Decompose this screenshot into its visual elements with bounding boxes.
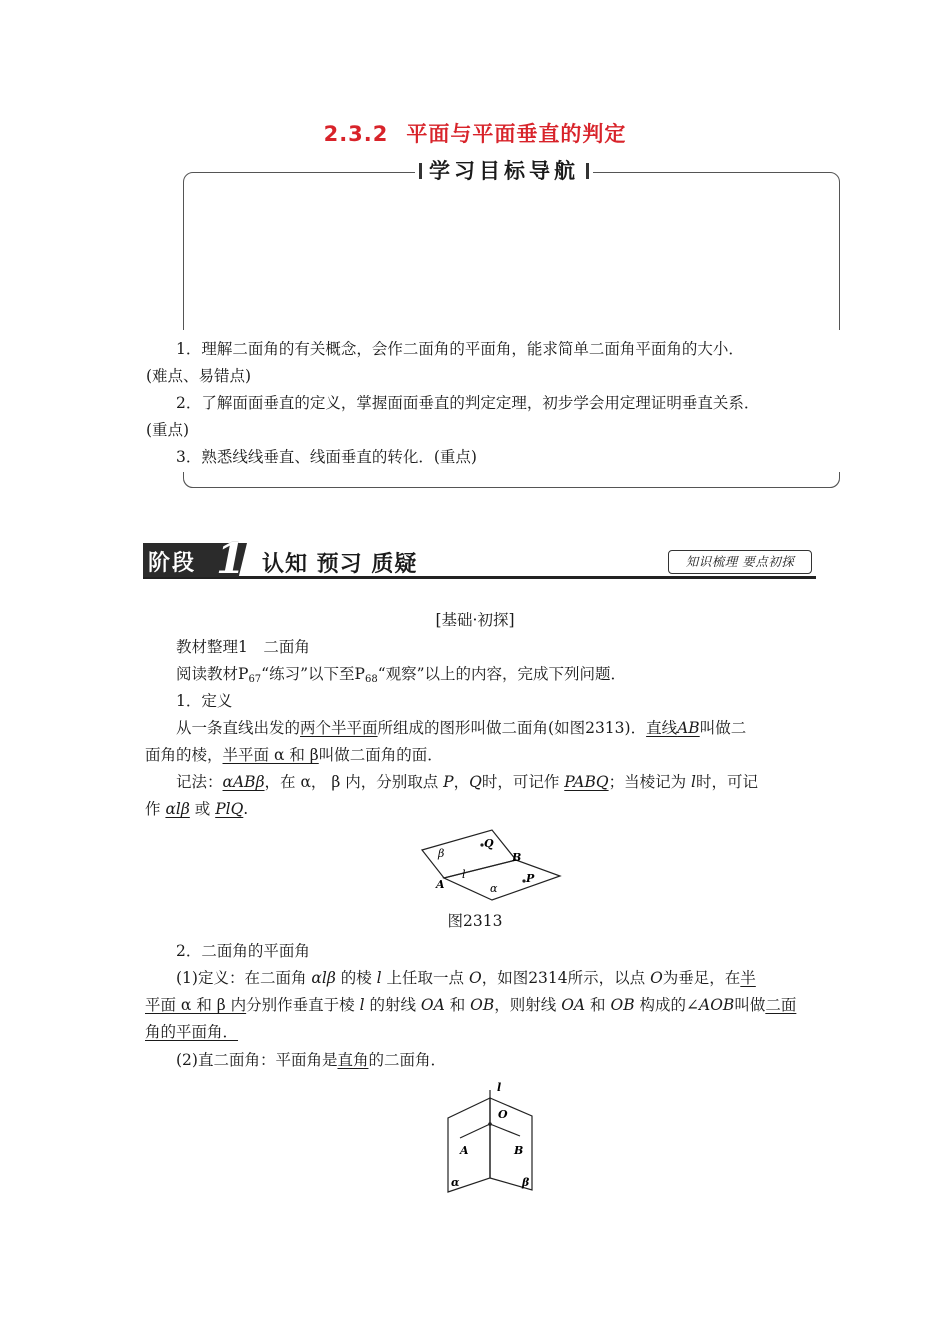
definition-heading: 1．定义 — [176, 692, 233, 710]
goals-frame-bottom — [183, 472, 840, 488]
plane-angle-para-line3: 角的平面角． — [145, 1023, 239, 1041]
fig2-label-beta: β — [522, 1176, 530, 1189]
stage-title: 认知 预习 质疑 — [262, 552, 418, 577]
goal-item-1-line2: (难点、易错点) — [146, 367, 252, 385]
goal-item-1-line1: 1．理解二面角的有关概念，会作二面角的平面角，能求简单二面角平面角的大小． — [176, 340, 744, 358]
material-heading: 教材整理1 二面角 — [176, 638, 310, 656]
fig1-label-alpha: α — [490, 882, 498, 895]
stage-word: 阶段 — [148, 551, 197, 576]
stage-number: 1 — [216, 534, 246, 583]
fig2-label-l: l — [497, 1081, 502, 1094]
fig2-label-b: B — [514, 1144, 524, 1157]
fig2-label-a: A — [460, 1144, 469, 1157]
fig1-label-b: B — [512, 851, 522, 864]
notation-para-line2: 作 αlβ 或 PlQ. — [145, 800, 249, 818]
goal-item-2 — [146, 390, 836, 444]
page-title — [0, 118, 950, 148]
right-dihedral-angle: (2)直二面角：平面角是直角的二面角． — [176, 1051, 446, 1069]
notation-para-line1: 记法：αABβ，在 α， β 内，分别取点 P，Q时，可记作 PABQ；当棱记为 l时，可记 — [176, 773, 759, 791]
section-number: 2.3.2 — [323, 122, 389, 146]
section-tag: [基础·初探] — [435, 611, 515, 629]
fig1-label-q: Q — [484, 837, 494, 850]
fig1-label-a: A — [436, 878, 445, 891]
fig1-label-l: l — [462, 868, 466, 881]
section-title: 平面与平面垂直的判定 — [406, 122, 627, 146]
goals-heading: 学习目标导航 — [415, 156, 593, 186]
goal-item-2-line2: (重点) — [146, 421, 190, 439]
plane-angle-heading: 2．二面角的平面角 — [176, 942, 310, 960]
definition-para-line2: 面角的棱，半平面 α 和 β叫做二面角的面． — [145, 746, 443, 764]
fig2-label-o: O — [498, 1108, 508, 1121]
figure-2313 — [420, 826, 570, 904]
fig2-label-alpha: α — [451, 1176, 460, 1189]
fig1-label-p: P — [526, 872, 535, 885]
plane-angle-para-line2: 平面 α 和 β 内分别作垂直于棱 l 的射线 OA 和 OB，则射线 OA 和 OB 构成的∠AOB叫做二面 — [145, 996, 797, 1014]
goal-item-2-line1: 2．了解面面垂直的定义，掌握面面垂直的判定定理，初步学会用定理证明垂直关系． — [176, 394, 760, 412]
plane-angle-para-line1: (1)定义：在二面角 αlβ 的棱 l 上任取一点 O，如图2314所示，以点 O为垂足，在半 — [176, 969, 756, 987]
fig1-label-beta: β — [438, 847, 445, 860]
stage-badge: 知识梳理 要点初探 — [668, 550, 812, 574]
goal-item-1 — [146, 336, 836, 390]
goal-item-3-line1: 3．熟悉线线垂直、线面垂直的转化．(重点) — [176, 448, 477, 466]
figure-2314 — [440, 1078, 540, 1198]
definition-para-line1: 从一条直线出发的两个半平面所组成的图形叫做二面角(如图2313)．直线AB叫做二 — [176, 719, 747, 737]
figure-2313-caption: 图2313 — [447, 912, 503, 930]
goal-item-3 — [176, 444, 836, 471]
reading-instruction: 阅读教材$P_{67}“$练习”以下至$P_{68}“$观察”以上的内容，完成下列问题． — [176, 665, 627, 685]
